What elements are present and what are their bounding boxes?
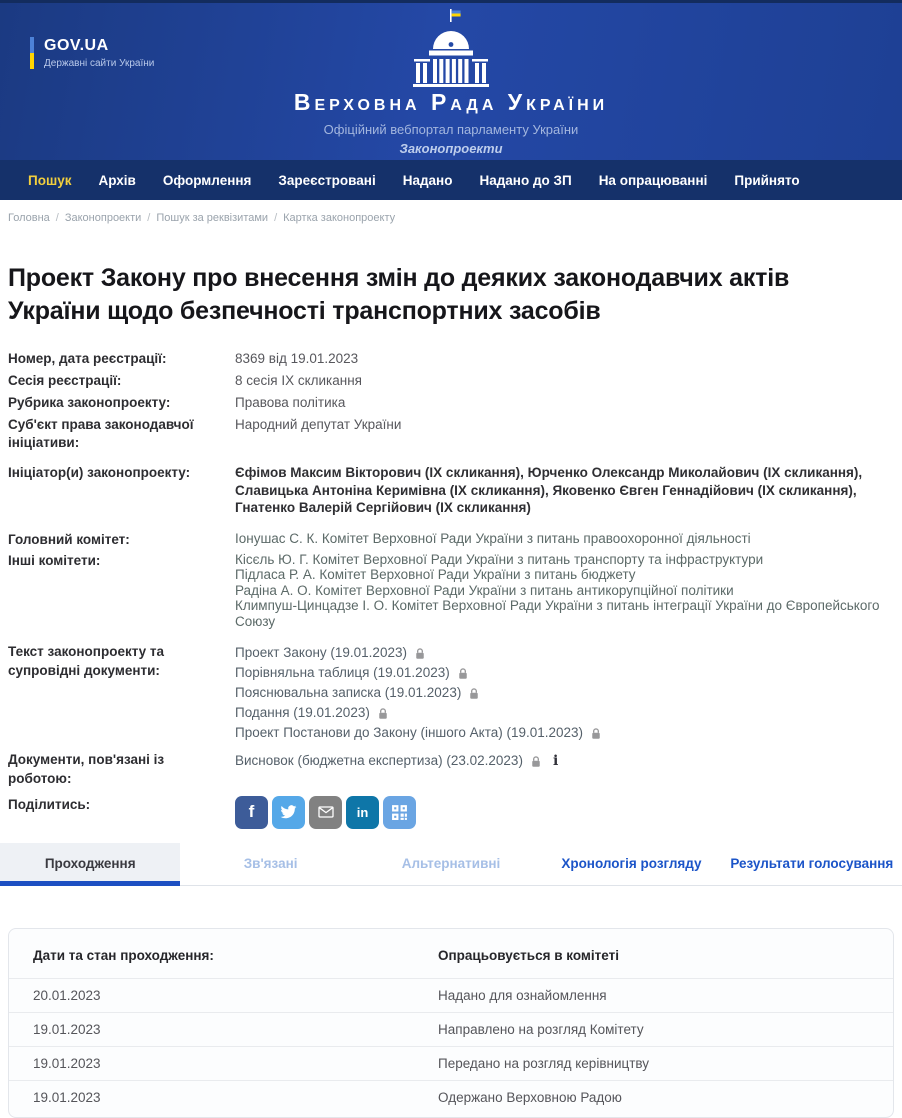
tab-zvyazani[interactable]: Зв'язані <box>180 843 360 886</box>
lock-icon <box>590 727 602 740</box>
row-status: Надано для ознайомлення <box>438 987 607 1003</box>
lock-icon <box>414 647 426 660</box>
row-status: Направлено на розгляд Комітету <box>438 1021 644 1037</box>
breadcrumb-separator: / <box>147 212 151 224</box>
lock-icon <box>530 755 542 768</box>
qr-code-icon <box>391 804 408 821</box>
field-label-documents: Текст законопроекту та супровідні документи: <box>8 644 165 678</box>
field-value-related-documents <box>235 751 558 771</box>
nav-item-arkhiv[interactable]: Архів <box>98 172 136 188</box>
row-date: 20.01.2023 <box>33 987 101 1003</box>
breadcrumb-separator: / <box>274 212 278 224</box>
email-share-button[interactable] <box>309 796 342 829</box>
nav-item-na-opratsyuvanni[interactable]: На опрацюванні <box>598 172 708 188</box>
field-value-session: 8 сесія IX скликання <box>235 372 362 388</box>
document-link[interactable]: Порівняльна таблиця (19.01.2023) <box>235 663 602 683</box>
envelope-icon <box>318 806 334 818</box>
row-date: 19.01.2023 <box>33 1089 101 1105</box>
main-navigation <box>0 160 902 200</box>
facebook-icon: f <box>248 802 255 822</box>
govua-title: GOV.UA <box>44 37 109 54</box>
committee-line: Климпуш-Цинцадзе І. О. Комітет Верховної Ради України з питань інтеграції України до Європейського Союзу <box>235 598 880 629</box>
committee-line: Підласа Р. А. Комітет Верховної Ради України з питань бюджету <box>235 567 636 583</box>
info-icon[interactable]: i <box>552 752 559 769</box>
table-header-status: Опрацьовується в комітеті <box>438 947 619 963</box>
lock-icon <box>468 687 480 700</box>
row-status: Одержано Верховною Радою <box>438 1089 622 1105</box>
table-header-dates: Дати та стан проходження: <box>33 947 214 963</box>
breadcrumb-separator: / <box>55 212 59 224</box>
tab-rezultaty[interactable]: Результати голосування <box>722 843 902 886</box>
field-value-documents <box>235 643 602 743</box>
linkedin-share-button[interactable] <box>346 796 379 829</box>
table-row <box>9 978 893 1012</box>
linkedin-icon: in <box>356 804 369 820</box>
field-value-main-committee: Іонушас С. К. Комітет Верховної Ради України з питань правоохоронної діяльності <box>235 530 751 546</box>
row-date: 19.01.2023 <box>33 1055 101 1071</box>
field-value-subject: Народний депутат України <box>235 416 402 432</box>
table-header-row <box>9 929 893 978</box>
field-label-related-documents: Документи, пов'язані із роботою: <box>8 752 165 786</box>
table-row <box>9 1080 893 1114</box>
field-label-rubric: Рубрика законопроекту: <box>8 394 171 410</box>
breadcrumb <box>0 200 902 224</box>
committee-line: Радіна А. О. Комітет Верховної Ради України з питань антикорупційної політики <box>235 582 734 598</box>
site-header <box>0 0 902 160</box>
field-label-number: Номер, дата реєстрації: <box>8 351 167 366</box>
document-link[interactable]: Проект Постанови до Закону (іншого Акта) (19.01.2023) <box>235 723 602 743</box>
breadcrumb-home[interactable]: Головна <box>8 212 50 224</box>
table-row <box>9 1012 893 1046</box>
nav-item-poshuk[interactable]: Пошук <box>28 172 72 188</box>
parliament-building-icon <box>403 9 499 89</box>
bill-details <box>8 350 894 829</box>
nav-item-nadano-do-zp[interactable]: Надано до ЗП <box>479 172 572 188</box>
row-status: Передано на розгляд керівництву <box>438 1055 650 1071</box>
field-label-main-committee: Головний комітет: <box>8 531 130 547</box>
document-link[interactable]: Проект Закону (19.01.2023) <box>235 643 602 663</box>
tab-khronologiya[interactable]: Хронологія розгляду <box>541 843 721 886</box>
site-section-label: Законопроекти <box>399 141 503 156</box>
field-label-subject: Суб'єкт права законодавчої ініціативи: <box>8 416 194 450</box>
tab-alternatyvni[interactable]: Альтернативні <box>361 843 541 886</box>
field-value-number: 8369 від 19.01.2023 <box>235 351 359 366</box>
twitter-bird-icon <box>280 805 297 819</box>
govua-logo[interactable] <box>30 37 154 69</box>
breadcrumb-poshuk[interactable]: Пошук за реквізитами <box>156 212 269 224</box>
nav-item-zareyestrovani[interactable]: Зареєстровані <box>278 172 376 188</box>
tab-prokhodzhennya[interactable]: Проходження <box>0 843 180 886</box>
facebook-share-button[interactable] <box>235 796 268 829</box>
section-tabs <box>0 843 902 886</box>
document-link[interactable]: Пояснювальна записка (19.01.2023) <box>235 683 602 703</box>
field-label-other-committees: Інші комітети: <box>8 552 101 568</box>
ukraine-flag-bar-icon <box>30 37 34 69</box>
field-value-initiators: Єфімов Максим Вікторович (IX скликання), Юрченко Олександр Миколайович (IX скликання), Славицька Антоніна Керимівна (IX скликання), Яковенко Євген Геннадійович (IX скликання), Гнатенко Валерій Сергійович (IX скликання) <box>235 465 863 516</box>
nav-item-pryinyato[interactable]: Прийнято <box>734 172 800 188</box>
page-title: Проект Закону про внесення змін до деяких законодавчих актів України щодо безпечності транспортних засобів <box>8 264 790 325</box>
field-label-initiators: Ініціатор(и) законопроекту: <box>8 465 191 481</box>
field-label-session: Сесія реєстрації: <box>8 372 122 388</box>
lock-icon <box>457 667 469 680</box>
twitter-share-button[interactable] <box>272 796 305 829</box>
committee-line: Кісєль Ю. Г. Комітет Верховної Ради України з питань транспорту та інфраструктури <box>235 551 764 567</box>
nav-item-oformlennya[interactable]: Оформлення <box>162 172 252 188</box>
site-title: Верховна Рада України <box>293 89 609 115</box>
progress-table <box>8 928 894 1118</box>
govua-subtitle: Державні сайти України <box>44 58 155 69</box>
table-row <box>9 1046 893 1080</box>
related-document-link[interactable]: Висновок (бюджетна експертиза) (23.02.2023) i <box>235 751 558 771</box>
qr-code-share-button[interactable] <box>383 796 416 829</box>
field-label-share: Поділитись: <box>8 796 91 812</box>
field-value-rubric: Правова політика <box>235 394 346 410</box>
field-value-other-committees <box>235 552 894 630</box>
row-date: 19.01.2023 <box>33 1021 101 1037</box>
lock-icon <box>377 707 389 720</box>
site-subtitle: Офіційний вебпортал парламенту України <box>323 122 579 137</box>
breadcrumb-zakonoproekty[interactable]: Законопроекти <box>64 212 142 224</box>
nav-item-nadano[interactable]: Надано <box>402 172 453 188</box>
breadcrumb-current: Картка законопроекту <box>283 212 396 224</box>
share-buttons <box>235 796 416 829</box>
document-link[interactable]: Подання (19.01.2023) <box>235 703 602 723</box>
